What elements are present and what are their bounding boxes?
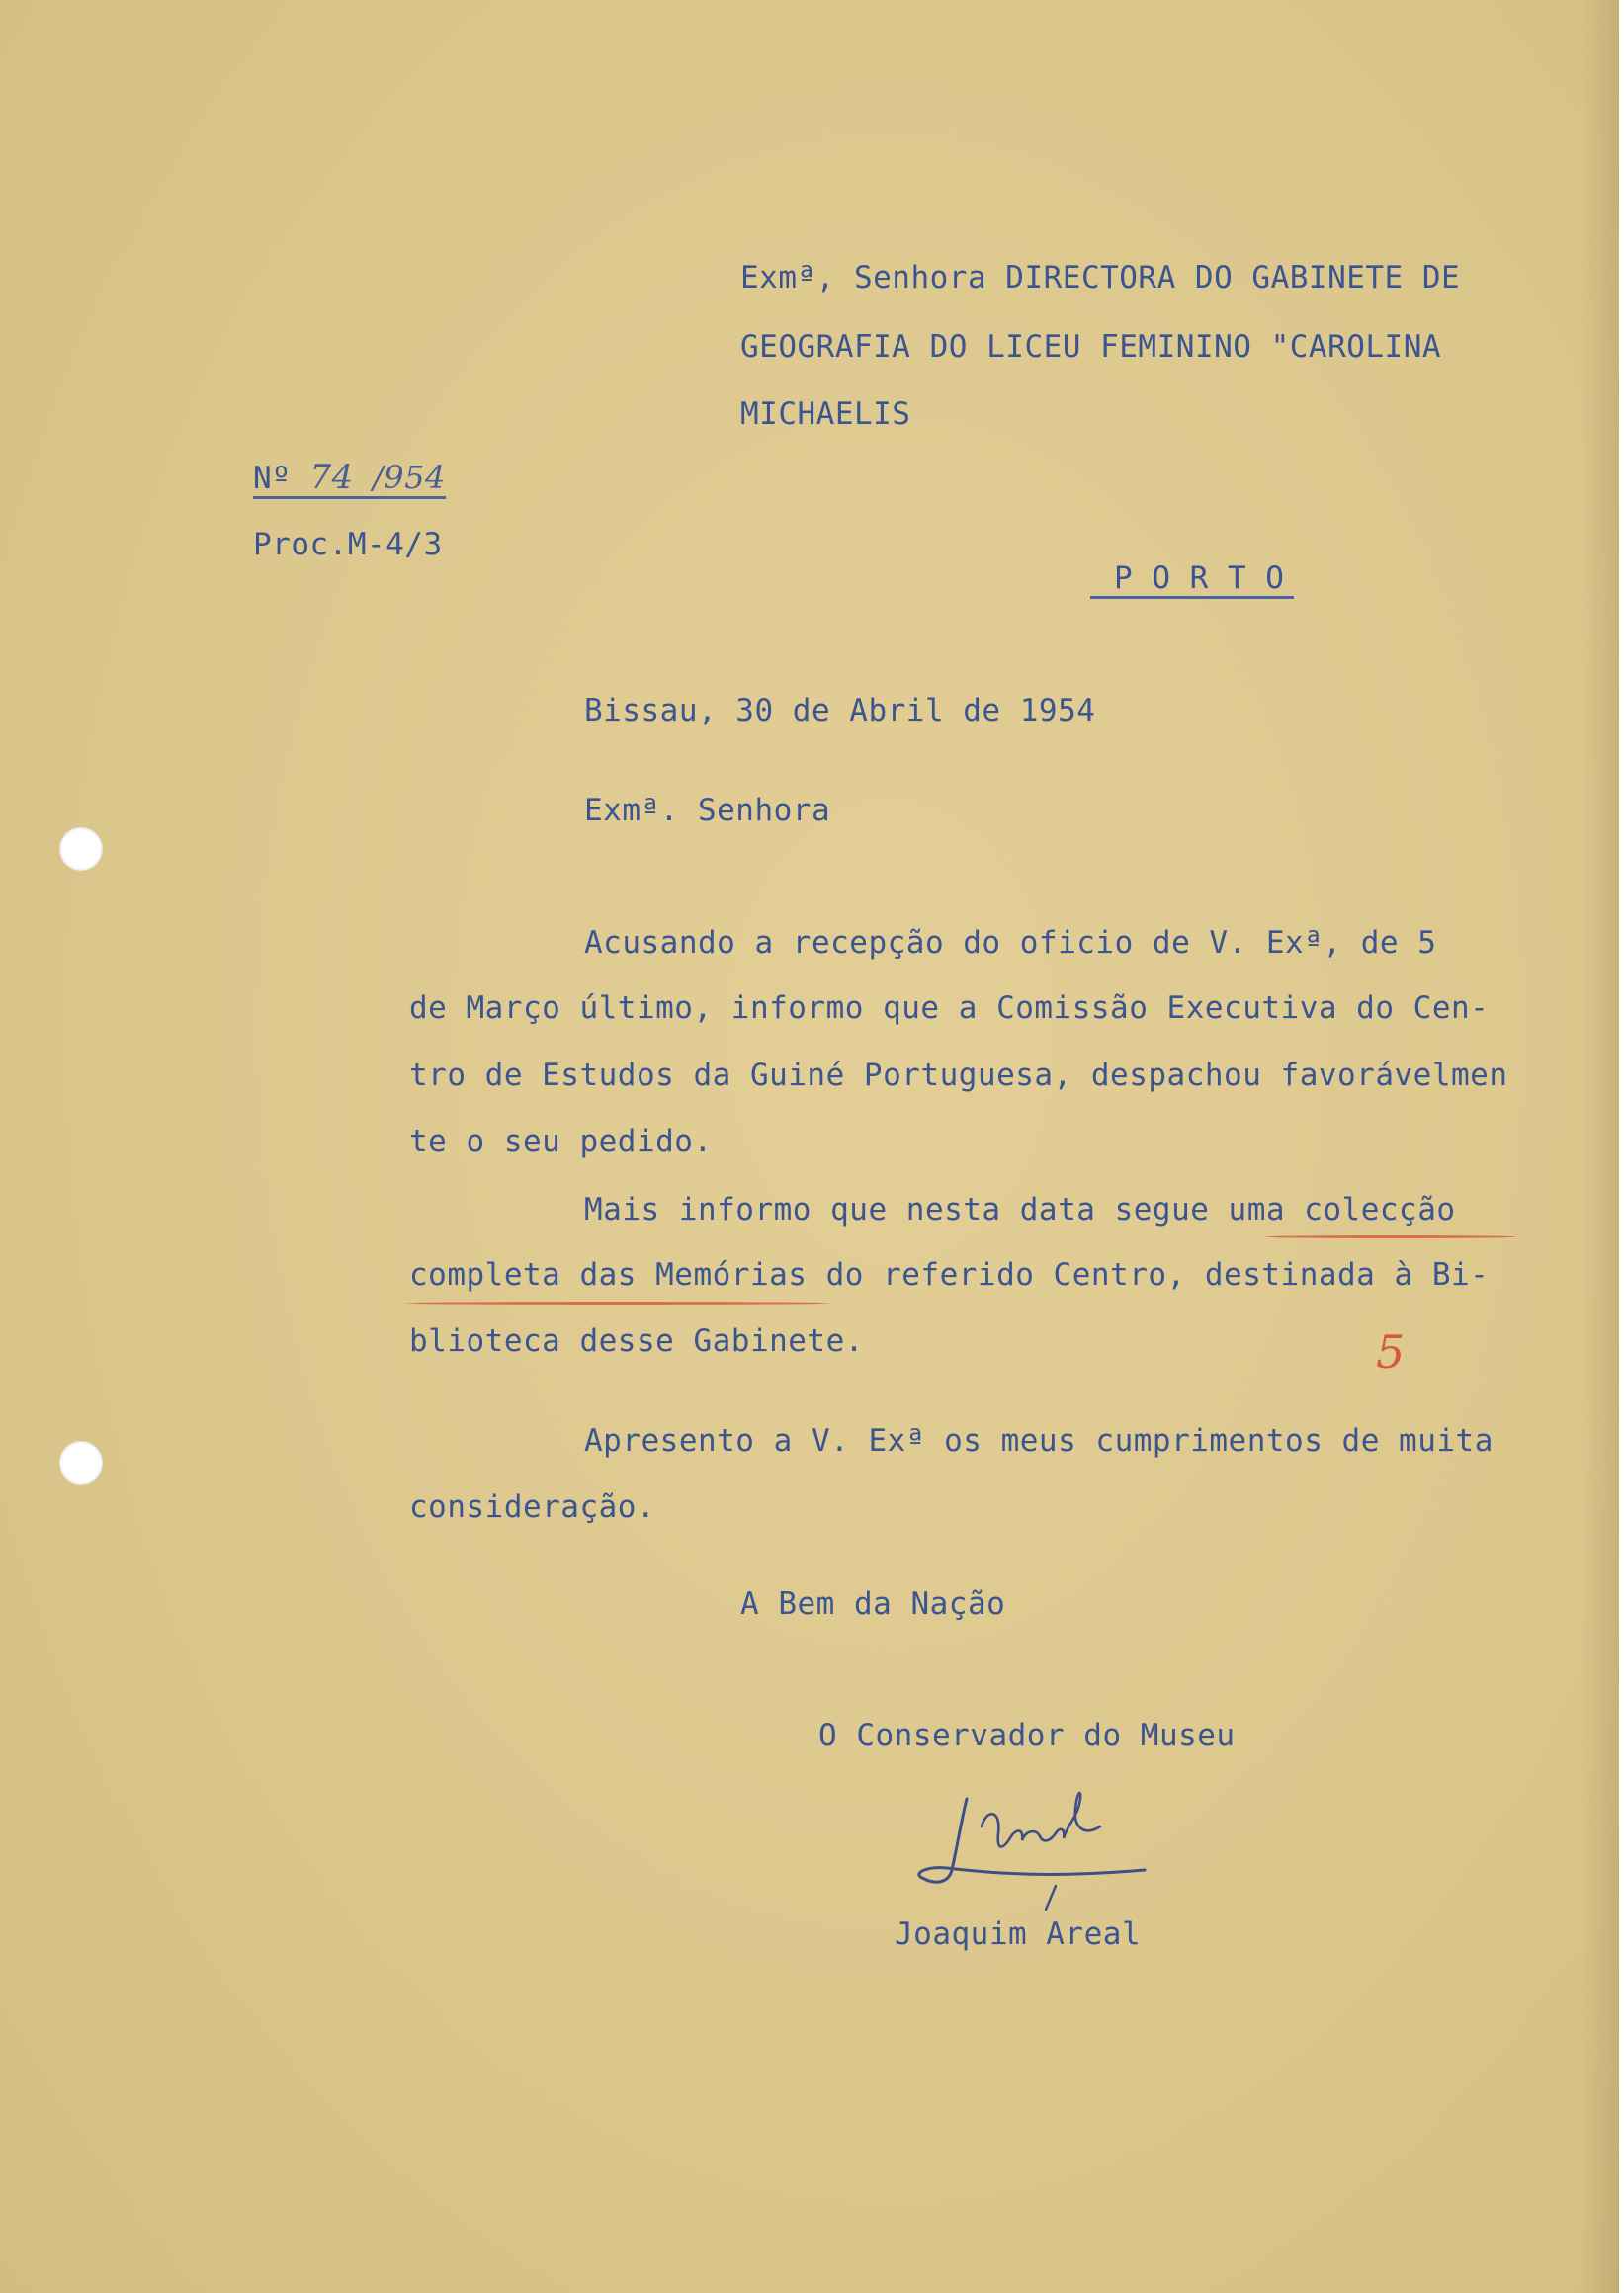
body-p3-line-2: consideração. <box>409 1489 656 1525</box>
handwritten-signature <box>907 1779 1164 1912</box>
addressee-line-1: Exmª, Senhora DIRECTORA DO GABINETE DE <box>740 260 1461 296</box>
punch-hole-bottom <box>59 1441 103 1485</box>
red-pencil-mark: 5 <box>1376 1325 1406 1379</box>
signatory-name: Joaquim Areal <box>895 1916 1142 1952</box>
body-p1-line-3: tro de Estudos da Guiné Portuguesa, despachou favorávelmen <box>409 1058 1508 1093</box>
addressee-line-3: MICHAELIS <box>740 396 911 432</box>
body-p3-line-1: Apresento a V. Exª os meus cumprimentos de muita <box>584 1423 1494 1459</box>
addressee-line-2: GEOGRAFIA DO LICEU FEMININO "CAROLINA <box>740 329 1442 365</box>
body-p1-line-4: te o seu pedido. <box>409 1124 713 1159</box>
red-underline-colleccao <box>1265 1235 1517 1238</box>
body-p1-line-2: de Março último, informo que a Comissão Executiva do Cen- <box>409 990 1490 1026</box>
destination-city: P O R T O <box>1090 563 1294 599</box>
process-reference: Proc.M-4/3 <box>253 527 443 562</box>
closing-role: O Conservador do Museu <box>818 1718 1236 1753</box>
reference-number-value: 74 <box>309 458 354 497</box>
date-line: Bissau, 30 de Abril de 1954 <box>584 693 1096 728</box>
body-p2-line-1: Mais informo que nesta data segue uma colecção <box>584 1192 1456 1228</box>
closing-motto: A Bem da Nação <box>740 1586 1006 1622</box>
reference-number-year: /954 <box>372 459 446 496</box>
body-p2-line-2: completa das Memórias do referido Centro, destinada à Bi- <box>409 1257 1490 1293</box>
body-p2-line-3: blioteca desse Gabinete. <box>409 1323 864 1359</box>
body-p1-line-1: Acusando a recepção do oficio de V. Exª, de 5 <box>584 925 1437 961</box>
reference-number <box>253 458 446 499</box>
salutation: Exmª. Senhora <box>584 793 831 828</box>
reference-number-prefix: Nº <box>253 461 292 496</box>
red-underline-completa-memorias <box>405 1302 830 1305</box>
punch-hole-top <box>59 827 103 871</box>
